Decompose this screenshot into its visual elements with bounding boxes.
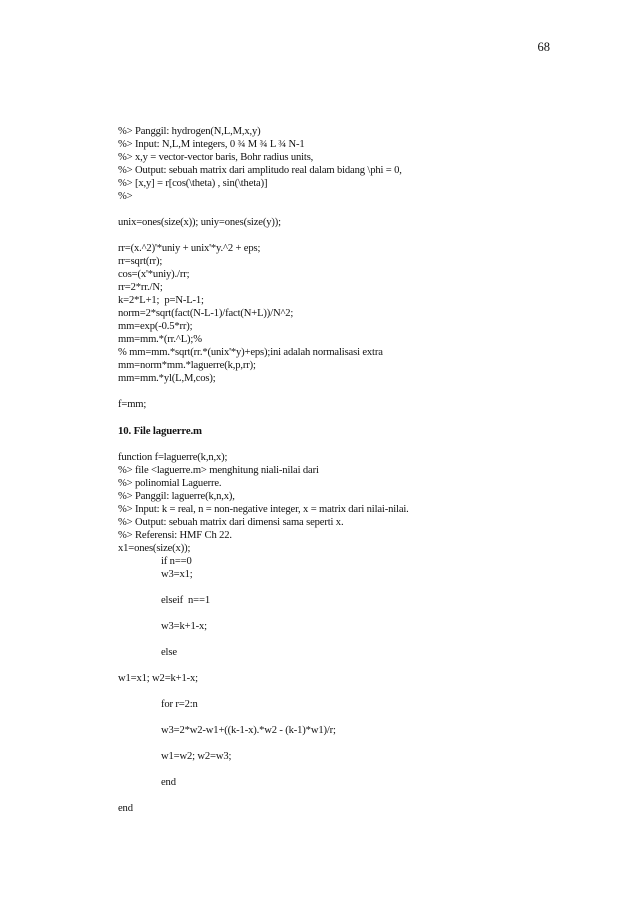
code-line: rr=2*rr./N; — [118, 282, 163, 293]
code-line: cos=(x'*uniy)./rr; — [118, 269, 190, 280]
code-line: w1=x1; w2=k+1-x; — [118, 673, 198, 684]
code-line: %> file <laguerre.m> menghitung niali-nilai dari — [118, 465, 319, 476]
section-heading: 10. File laguerre.m — [118, 425, 202, 437]
code-line: %> [x,y] = r[cos(\theta) , sin(\theta)] — [118, 178, 268, 189]
code-line: mm=mm.*yl(L,M,cos); — [118, 373, 216, 384]
code-line: end — [161, 777, 176, 788]
code-line: norm=2*sqrt(fact(N-L-1)/fact(N+L))/N^2; — [118, 308, 294, 319]
code-line: mm=exp(-0.5*rr); — [118, 321, 193, 332]
control-flow-block — [118, 555, 538, 815]
code-line: %> Output: sebuah matrix dari amplitudo real dalam bidang \phi = 0, — [118, 165, 402, 176]
code-line: % mm=mm.*sqrt(rr.*(unix'*y)+eps);ini adalah normalisasi extra — [118, 347, 383, 358]
code-line: x1=ones(size(x)); — [118, 543, 191, 554]
code-line: %> Input: N,L,M integers, 0 ¾ M ¾ L ¾ N-1 — [118, 139, 305, 150]
code-line: k=2*L+1; p=N-L-1; — [118, 295, 204, 306]
code-line: w1=w2; w2=w3; — [161, 751, 232, 762]
code-line: rr=sqrt(rr); — [118, 256, 163, 267]
code-line: f=mm; — [118, 399, 147, 410]
code-line: mm=mm.*(rr.^L);% — [118, 334, 202, 345]
code-line: function f=laguerre(k,n,x); — [118, 452, 228, 463]
page-number: 68 — [537, 40, 550, 54]
code-line: for r=2:n — [161, 699, 198, 710]
code-line: w3=2*w2-w1+((k-1-x).*w2 - (k-1)*w1)/r; — [161, 725, 336, 736]
section-heading-block — [118, 425, 538, 438]
code-line: %> Referensi: HMF Ch 22. — [118, 530, 232, 541]
code-line: %> — [118, 191, 133, 202]
code-line: mm=norm*mm.*laguerre(k,p,rr); — [118, 360, 256, 371]
code-line: else — [161, 647, 177, 658]
code-line: %> Panggil: hydrogen(N,L,M,x,y) — [118, 126, 261, 137]
code-line: %> x,y = vector-vector baris, Bohr radius units, — [118, 152, 314, 163]
code-line: %> Panggil: laguerre(k,n,x), — [118, 491, 235, 502]
laguerre-code-block — [118, 451, 538, 555]
code-line: w3=x1; — [161, 569, 193, 580]
code-line: elseif n==1 — [161, 595, 210, 606]
code-line: %> polinomial Laguerre. — [118, 478, 222, 489]
code-line: if n==0 — [161, 556, 192, 567]
hydrogen-comment-block — [118, 125, 538, 411]
code-line: rr=(x.^2)'*uniy + unix'*y.^2 + eps; — [118, 243, 261, 254]
code-line: %> Output: sebuah matrix dari dimensi sama seperti x. — [118, 517, 344, 528]
code-line: %> Input: k = real, n = non-negative integer, x = matrix dari nilai-nilai. — [118, 504, 409, 515]
code-line: w3=k+1-x; — [161, 621, 207, 632]
code-line: unix=ones(size(x)); uniy=ones(size(y)); — [118, 217, 281, 228]
code-line: end — [118, 803, 133, 814]
